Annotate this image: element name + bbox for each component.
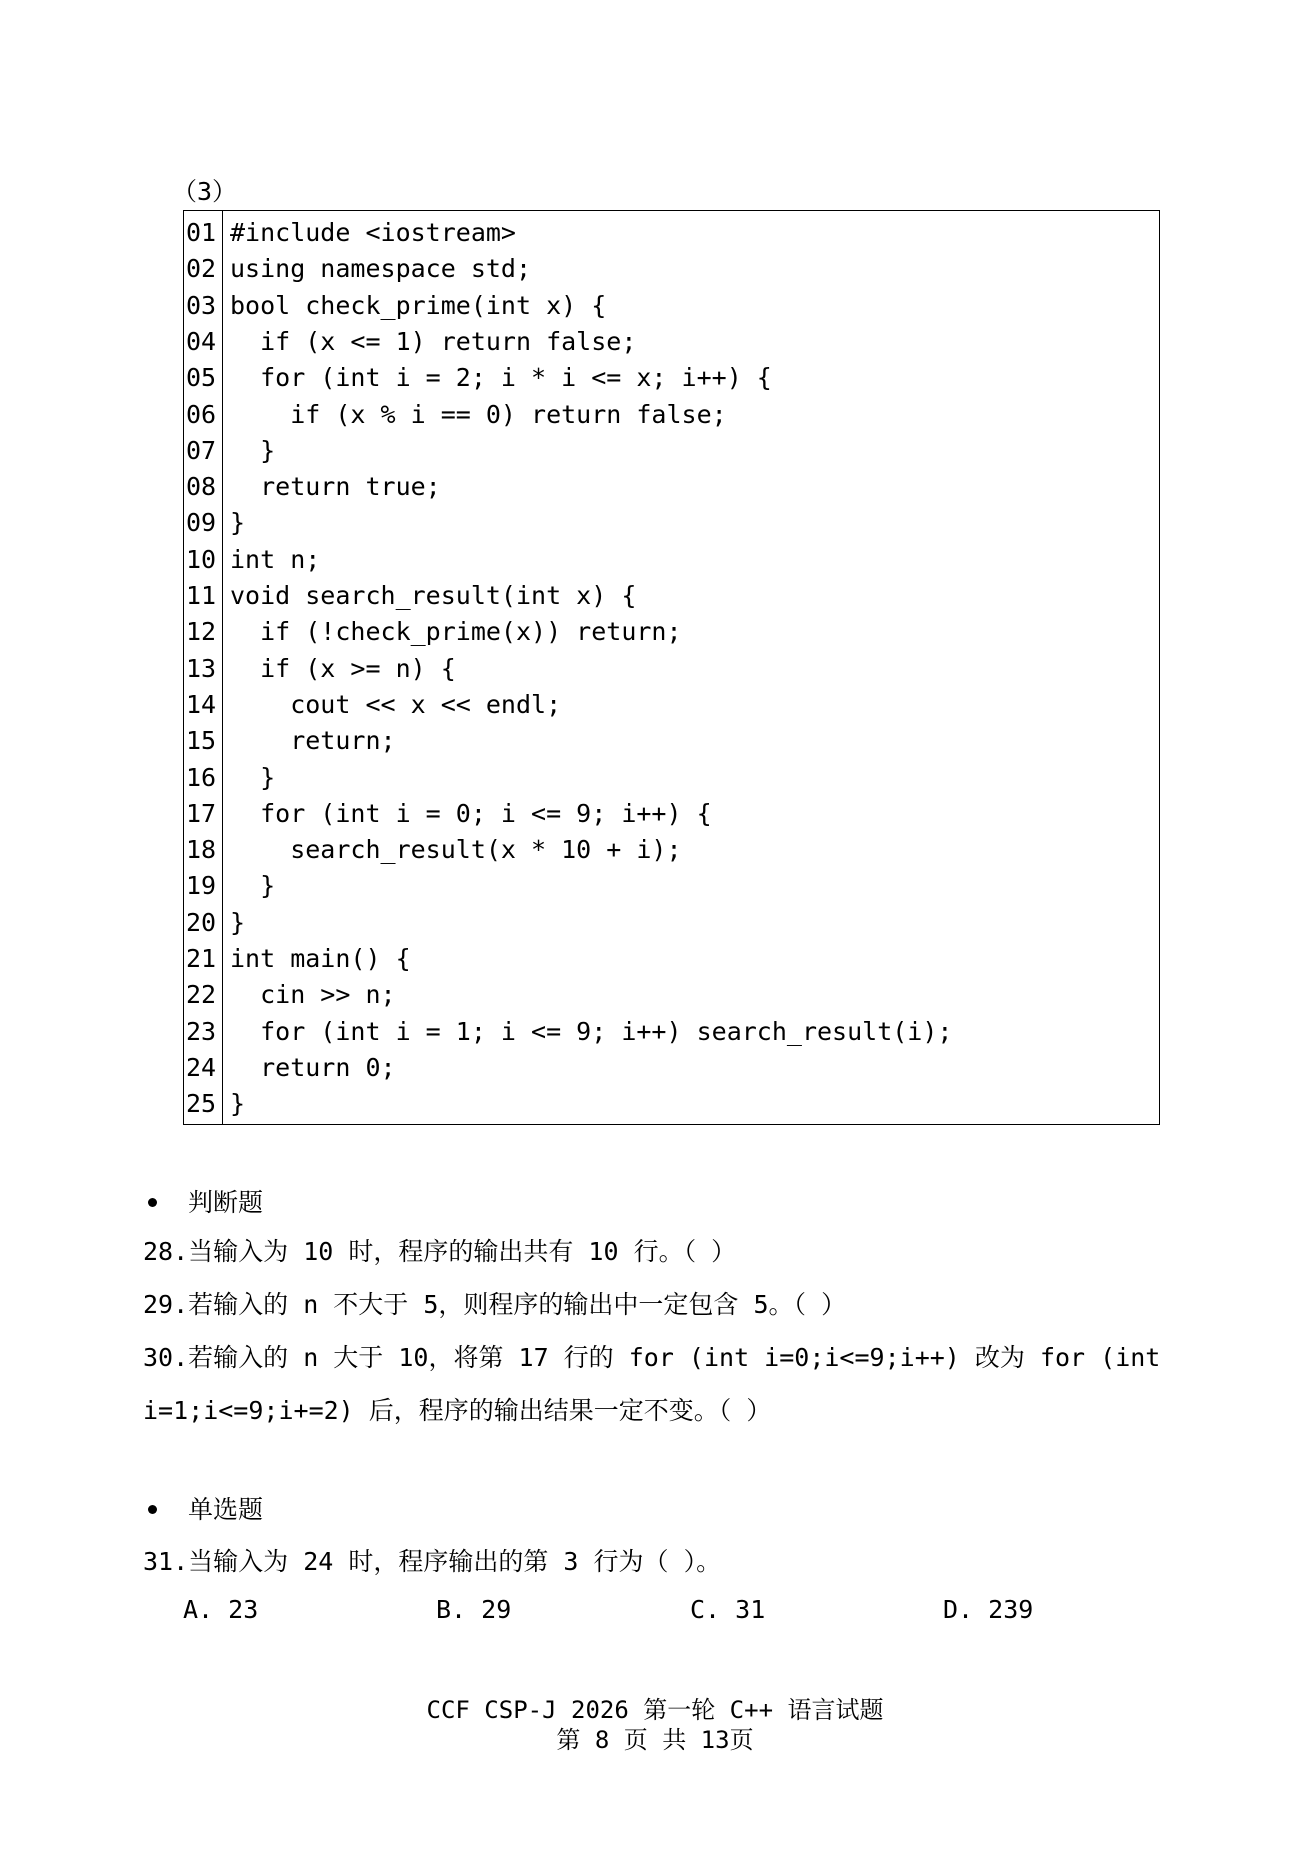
code-line <box>184 469 1159 505</box>
line-number: 19 <box>186 871 217 901</box>
line-number: 10 <box>186 544 217 574</box>
judge-heading-text: 判断题 <box>188 1188 264 1217</box>
line-number: 03 <box>186 290 217 320</box>
single-choice-section-heading <box>148 1490 263 1526</box>
line-number: 18 <box>186 835 217 865</box>
line-number: 04 <box>186 326 217 356</box>
line-number: 01 <box>186 218 217 247</box>
line-number: 24 <box>186 1052 217 1082</box>
code-text: } <box>230 907 246 937</box>
code-text: } <box>230 762 276 792</box>
code-text: #include <iostream> <box>230 218 516 247</box>
code-text: return 0; <box>230 1052 396 1082</box>
code-line <box>184 542 1159 578</box>
code-line <box>184 215 1159 251</box>
code-line <box>184 905 1159 941</box>
question-29: 29.若输入的 n 不大于 5，则程序的输出中一定包含 5。（ ） <box>143 1290 847 1319</box>
code-line <box>184 723 1159 759</box>
code-line <box>184 760 1159 796</box>
code-text: return; <box>230 726 396 756</box>
question-30-line-2: i=1;i<=9;i+=2) 后，程序的输出结果一定不变。（ ） <box>143 1396 772 1425</box>
line-number: 22 <box>186 980 217 1010</box>
code-text: } <box>230 508 246 538</box>
code-line <box>184 288 1159 324</box>
code-listing <box>183 210 1160 1125</box>
code-line <box>184 324 1159 360</box>
code-line <box>184 1050 1159 1086</box>
code-line <box>184 687 1159 723</box>
code-line <box>184 977 1159 1013</box>
line-number: 05 <box>186 363 217 393</box>
code-text: } <box>230 871 276 901</box>
code-text: if (x >= n) { <box>230 653 456 683</box>
section-label: （3） <box>172 177 238 206</box>
code-text: for (int i = 2; i * i <= x; i++) { <box>230 363 772 393</box>
code-line <box>184 796 1159 832</box>
code-text: for (int i = 0; i <= 9; i++) { <box>230 798 712 828</box>
code-text: if (!check_prime(x)) return; <box>230 617 682 647</box>
code-line <box>184 868 1159 904</box>
question-31: 31.当输入为 24 时，程序输出的第 3 行为（ ）。 <box>143 1547 722 1576</box>
footer-title: CCF CSP-J 2026 第一轮 C++ 语言试题 <box>426 1696 884 1724</box>
option-d: D. 239 <box>943 1595 1034 1624</box>
judge-section-heading <box>148 1183 263 1219</box>
code-text: void search_result(int x) { <box>230 581 637 610</box>
code-line <box>184 832 1159 868</box>
line-number: 11 <box>186 581 217 610</box>
code-line <box>184 397 1159 433</box>
code-text: if (x % i == 0) return false; <box>230 399 727 429</box>
bullet-icon <box>148 1505 157 1514</box>
footer-page-number: 第 8 页 共 13页 <box>556 1726 754 1754</box>
code-line <box>184 251 1159 287</box>
code-line <box>184 1086 1159 1122</box>
code-text: if (x <= 1) return false; <box>230 326 637 356</box>
question-28: 28.当输入为 10 时，程序的输出共有 10 行。（ ） <box>143 1237 737 1266</box>
line-number: 12 <box>186 617 217 647</box>
line-number: 09 <box>186 508 217 538</box>
line-number: 15 <box>186 726 217 756</box>
code-text: int main() { <box>230 944 411 973</box>
question-30-line-1: 30.若输入的 n 大于 10，将第 17 行的 for (int i=0;i<=9;i++) 改为 for (int <box>143 1343 1161 1372</box>
line-number: 21 <box>186 944 217 973</box>
option-b: B. 29 <box>436 1595 512 1624</box>
line-number: 23 <box>186 1016 217 1046</box>
line-number: 02 <box>186 254 217 284</box>
option-c: C. 31 <box>690 1595 766 1624</box>
code-text: return true; <box>230 472 441 502</box>
code-line <box>184 360 1159 396</box>
code-text: bool check_prime(int x) { <box>230 290 607 320</box>
line-number: 16 <box>186 762 217 792</box>
line-number: 07 <box>186 435 217 465</box>
code-text: cout << x << endl; <box>230 689 562 719</box>
code-line <box>184 1014 1159 1050</box>
code-text: cin >> n; <box>230 980 396 1010</box>
code-line <box>184 578 1159 614</box>
code-line <box>184 505 1159 541</box>
code-text: } <box>230 435 276 465</box>
line-number: 14 <box>186 689 217 719</box>
line-number: 13 <box>186 653 217 683</box>
line-number: 17 <box>186 798 217 828</box>
code-text: for (int i = 1; i <= 9; i++) search_result(i); <box>230 1016 953 1046</box>
option-a: A. 23 <box>183 1595 259 1624</box>
code-line <box>184 651 1159 687</box>
single-heading-text: 单选题 <box>188 1495 264 1524</box>
code-line <box>184 941 1159 977</box>
code-text: using namespace std; <box>230 254 532 284</box>
code-line <box>184 433 1159 469</box>
line-number: 20 <box>186 907 217 937</box>
line-number: 06 <box>186 399 217 429</box>
code-line <box>184 614 1159 650</box>
bullet-icon <box>148 1198 157 1207</box>
line-number: 08 <box>186 472 217 502</box>
code-text: int n; <box>230 544 321 574</box>
code-text: search_result(x * 10 + i); <box>230 835 682 865</box>
line-number: 25 <box>186 1089 217 1119</box>
code-text: } <box>230 1089 246 1119</box>
